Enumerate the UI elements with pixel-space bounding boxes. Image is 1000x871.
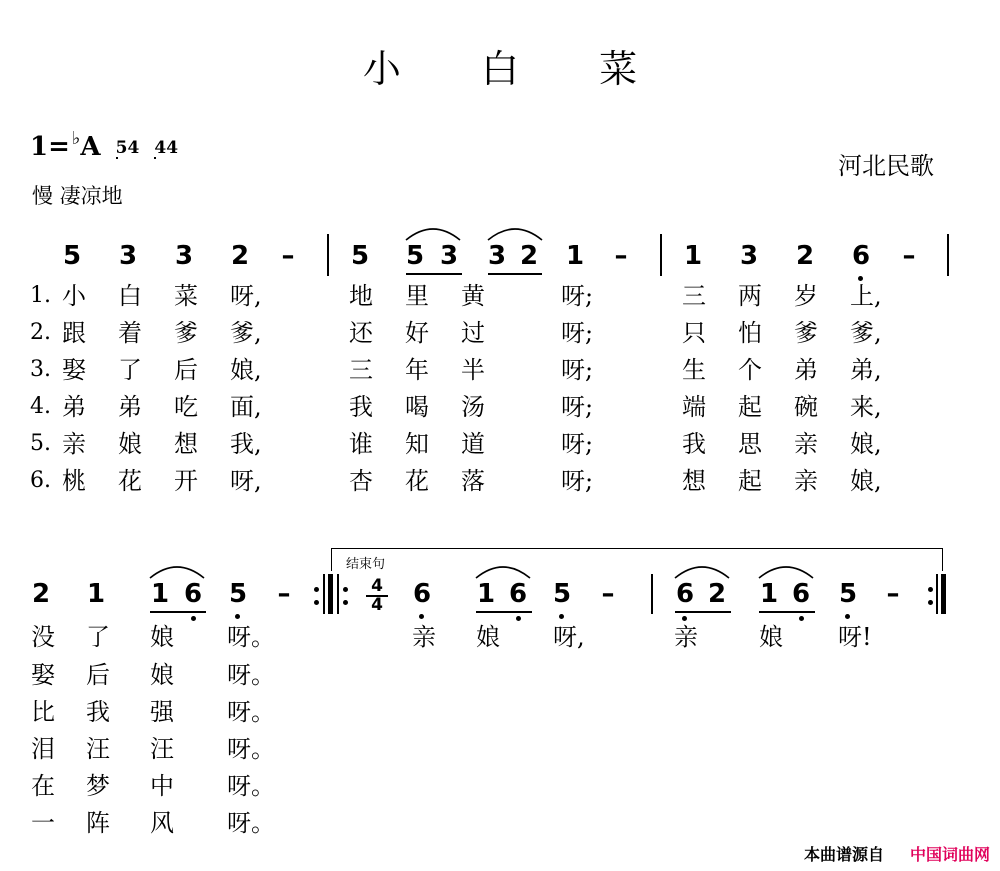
lyric-char: 梦 <box>86 772 110 800</box>
lyric-char: 我 <box>682 430 706 458</box>
lyric-char: 端 <box>682 393 706 421</box>
note: 2 <box>795 241 815 271</box>
lyric-char: 娘 <box>150 661 174 689</box>
note: 2 <box>707 579 727 609</box>
lyric-char: 呀, <box>230 282 262 310</box>
ending-lyric: 呀, <box>553 623 585 651</box>
slur <box>488 229 542 240</box>
lyric-char: 生 <box>682 356 706 384</box>
lyric-char: 爹, <box>230 319 262 347</box>
note: 3 <box>174 241 194 271</box>
lyric-char: 了 <box>118 356 142 384</box>
lyric-char: 花 <box>405 467 429 495</box>
lyric-char: 呀。 <box>227 661 275 689</box>
dash: – <box>902 241 916 271</box>
note: 6 <box>183 579 203 609</box>
note: 6 <box>851 241 871 271</box>
page-title: 小 白 菜 <box>362 47 672 91</box>
lyric-char: 娘, <box>230 356 262 384</box>
note: 1 <box>759 579 779 609</box>
key-tonic: A <box>80 132 101 162</box>
lyric-char: 没 <box>31 623 55 651</box>
tempo-marking: 慢 凄凉地 <box>32 184 123 208</box>
lyric-char: 起 <box>738 393 762 421</box>
lyric-char: 来, <box>850 393 882 421</box>
lyric-char: 娶 <box>62 356 86 384</box>
note: 3 <box>439 241 459 271</box>
note: 1 <box>476 579 496 609</box>
lyric-char: 面, <box>230 393 262 421</box>
slur <box>476 567 530 578</box>
verse-number: 1. <box>30 283 51 308</box>
ending-lyric: 亲 <box>674 623 698 651</box>
lyric-char: 喝 <box>405 393 429 421</box>
note: 1 <box>86 579 106 609</box>
ts-bottom: 4 <box>166 138 179 158</box>
lyric-char: 半 <box>461 356 485 384</box>
note: 3 <box>487 241 507 271</box>
lyric-char: 我 <box>86 698 110 726</box>
lyric-char: 思 <box>738 430 762 458</box>
lyric-char: 个 <box>738 356 762 384</box>
lyric-char: 呀。 <box>227 809 275 837</box>
lyric-char: 呀。 <box>227 623 275 651</box>
ts-top: 5 <box>115 138 128 158</box>
ending-label: 结束句 <box>344 553 387 572</box>
lyric-char: 着 <box>118 319 142 347</box>
slur <box>675 567 729 578</box>
lyric-char: 只 <box>682 319 706 347</box>
flat-sign: ♭ <box>71 128 81 149</box>
note: 6 <box>508 579 528 609</box>
lyric-char: 呀; <box>561 430 594 458</box>
lyric-char: 呀。 <box>227 772 275 800</box>
lyric-char: 三 <box>349 356 373 384</box>
dash: – <box>886 579 900 609</box>
verse-number: 6. <box>30 468 51 493</box>
lyric-char: 呀; <box>561 319 594 347</box>
ts-bottom: 4 <box>371 595 383 615</box>
lyric-char: 年 <box>405 356 429 384</box>
lyric-char: 过 <box>461 319 485 347</box>
lyric-char: 黄 <box>461 282 485 310</box>
lyric-char: 娘, <box>850 467 882 495</box>
lyric-char: 呀; <box>561 467 594 495</box>
note: 5 <box>405 241 425 271</box>
verse-number: 3. <box>30 357 51 382</box>
ts-bottom: 4 <box>127 138 140 158</box>
lyric-char: 娶 <box>31 661 55 689</box>
lyric-char: 岁 <box>794 282 818 310</box>
lyric-char: 爹, <box>850 319 882 347</box>
lyric-char: 比 <box>31 698 55 726</box>
lyric-char: 好 <box>405 319 429 347</box>
lyric-char: 怕 <box>738 319 762 347</box>
note: 3 <box>739 241 759 271</box>
lyric-char: 娘 <box>118 430 142 458</box>
lyric-char: 中 <box>150 772 174 800</box>
lyric-char: 呀; <box>561 282 594 310</box>
note: 5 <box>62 241 82 271</box>
lyric-char: 想 <box>682 467 706 495</box>
note: 2 <box>230 241 250 271</box>
lyric-char: 我 <box>349 393 373 421</box>
lyric-char: 白 <box>118 282 142 310</box>
lyric-char: 后 <box>86 661 110 689</box>
footer-source-text: 本曲谱源自 <box>803 845 884 864</box>
lyric-char: 起 <box>738 467 762 495</box>
lyric-char: 菜 <box>174 282 198 310</box>
lyric-char: 开 <box>174 467 198 495</box>
lyric-char: 呀; <box>561 356 594 384</box>
lyric-char: 亲 <box>794 430 818 458</box>
lyric-char: 泪 <box>31 735 55 763</box>
lyric-char: 碗 <box>794 393 818 421</box>
lyric-char: 里 <box>405 282 429 310</box>
lyric-char: 汤 <box>461 393 485 421</box>
lyric-char: 上, <box>850 282 882 310</box>
lyric-char: 亲 <box>62 430 86 458</box>
note: 1 <box>565 241 585 271</box>
ts-top: 4 <box>371 576 383 596</box>
lyric-char: 亲 <box>794 467 818 495</box>
lyric-char: 呀。 <box>227 735 275 763</box>
note: 3 <box>118 241 138 271</box>
lyric-char: 后 <box>174 356 198 384</box>
lyric-char: 三 <box>682 282 706 310</box>
note: 5 <box>228 579 248 609</box>
lyric-char: 落 <box>461 467 485 495</box>
note: 2 <box>31 579 51 609</box>
note: 2 <box>519 241 539 271</box>
lyric-char: 娘 <box>150 623 174 651</box>
composer: 河北民歌 <box>838 152 934 180</box>
lyric-char: 呀, <box>230 467 262 495</box>
lyric-char: 在 <box>31 772 55 800</box>
lyric-char: 地 <box>349 282 373 310</box>
lyric-char: 弟 <box>794 356 818 384</box>
dash: – <box>601 579 615 609</box>
lyric-char: 想 <box>174 430 198 458</box>
lyric-char: 弟, <box>850 356 882 384</box>
lyric-char: 一 <box>31 809 55 837</box>
lyric-char: 强 <box>150 698 174 726</box>
lyric-char: 桃 <box>62 467 86 495</box>
lyric-char: 道 <box>461 430 485 458</box>
lyric-char: 小 <box>62 282 86 310</box>
lyric-char: 杏 <box>349 467 373 495</box>
lyric-char: 呀; <box>561 393 594 421</box>
lyric-char: 还 <box>349 319 373 347</box>
footer-site-link[interactable]: 中国词曲网 <box>909 845 990 864</box>
lyric-char: 两 <box>738 282 762 310</box>
note: 6 <box>675 579 695 609</box>
ending-lyric: 呀! <box>838 623 872 651</box>
lyric-char: 爹 <box>794 319 818 347</box>
lyric-char: 娘, <box>850 430 882 458</box>
slur <box>759 567 813 578</box>
ts-top: 4 <box>154 138 167 158</box>
verse-number: 5. <box>30 431 51 456</box>
ending-lyric: 亲 <box>412 623 436 651</box>
note: 6 <box>412 579 432 609</box>
dash: – <box>277 579 291 609</box>
ending-lyric: 娘 <box>476 623 500 651</box>
note: 1 <box>683 241 703 271</box>
lyric-char: 汪 <box>86 735 110 763</box>
lyric-char: 吃 <box>174 393 198 421</box>
lyric-char: 谁 <box>349 430 373 458</box>
lyric-char: 了 <box>86 623 110 651</box>
lyric-char: 花 <box>118 467 142 495</box>
slur <box>150 567 204 578</box>
dash: – <box>281 241 295 271</box>
lyric-char: 跟 <box>62 319 86 347</box>
slur <box>406 229 460 240</box>
lyric-char: 弟 <box>118 393 142 421</box>
note: 1 <box>150 579 170 609</box>
note: 5 <box>552 579 572 609</box>
lyric-char: 弟 <box>62 393 86 421</box>
lyric-char: 呀。 <box>227 698 275 726</box>
lyric-char: 风 <box>150 809 174 837</box>
lyric-char: 知 <box>405 430 429 458</box>
lyric-char: 爹 <box>174 319 198 347</box>
lyric-char: 汪 <box>150 735 174 763</box>
verse-number: 4. <box>30 394 51 419</box>
note: 6 <box>791 579 811 609</box>
lyric-char: 阵 <box>86 809 110 837</box>
note: 5 <box>838 579 858 609</box>
dash: – <box>614 241 628 271</box>
ending-lyric: 娘 <box>759 623 783 651</box>
lyric-char: 我, <box>230 430 262 458</box>
verse-number: 2. <box>30 320 51 345</box>
key-prefix: 1= <box>30 132 70 162</box>
note: 5 <box>350 241 370 271</box>
